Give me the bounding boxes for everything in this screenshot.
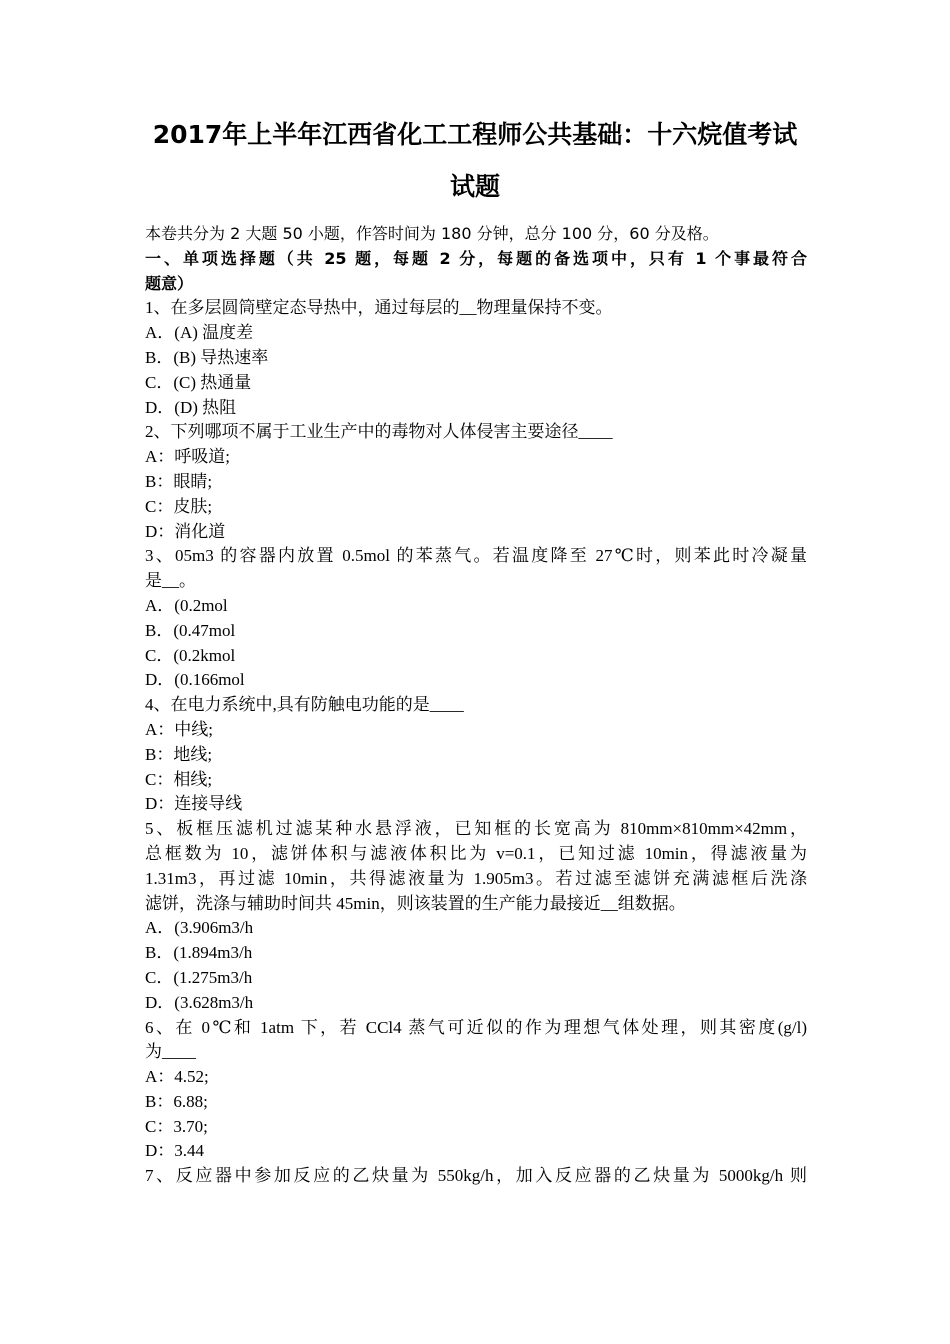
question-4-option-d: D：连接导线: [145, 794, 243, 814]
question-5-stem-cont-1: 总框数为 10，滤饼体积与滤液体积比为 v=0.1，已知过滤 10min，得滤液量为: [145, 843, 807, 863]
question-6-stem-cont: 为____: [145, 1042, 196, 1062]
question-5-stem-cont-2: 1.31m3，再过滤 10min，共得滤液量为 1.905m3。若过滤至滤饼充满滤框后洗涤: [145, 868, 807, 888]
question-1-option-c: C．(C) 热通量: [145, 372, 252, 392]
question-3-option-a: A．(0.2mol: [145, 595, 228, 615]
question-6-option-c: C：3.70;: [145, 1116, 208, 1136]
question-6-option-a: A：4.52;: [145, 1067, 209, 1087]
question-2-option-d: D：消化道: [145, 521, 226, 541]
question-1-option-b: B．(B) 导热速率: [145, 347, 269, 367]
document-body: [145, 222, 807, 1189]
question-4-option-c: C：相线;: [145, 769, 213, 789]
question-2-option-a: A：呼吸道;: [145, 447, 230, 467]
question-2-option-c: C：皮肤;: [145, 496, 213, 516]
question-5-option-b: B．(1.894m3/h: [145, 943, 253, 963]
question-3-option-d: D．(0.166mol: [145, 670, 245, 690]
question-7-stem: 7、反应器中参加反应的乙炔量为 550kg/h，加入反应器的乙炔量为 5000kg/h 则: [145, 1166, 807, 1186]
question-2-stem: 2、下列哪项不属于工业生产中的毒物对人体侵害主要途径____: [145, 422, 613, 442]
question-4-option-a: A：中线;: [145, 719, 213, 739]
question-5-option-d: D．(3.628m3/h: [145, 992, 254, 1012]
question-4-stem: 4、在电力系统中,具有防触电功能的是____: [145, 695, 464, 715]
document-title-line-1: 2017年上半年江西省化工工程师公共基础：十六烷值考试: [152, 120, 798, 149]
question-4-option-b: B：地线;: [145, 744, 213, 764]
question-5-stem: 5、板框压滤机过滤某种水悬浮液，已知框的长宽高为 810mm×810mm×42mm，: [145, 819, 807, 839]
question-3-stem: 3、05m3 的容器内放置 0.5mol 的苯蒸气。若温度降至 27℃时，则苯此时冷凝量: [145, 546, 807, 566]
question-3-stem-cont: 是__。: [145, 571, 196, 591]
exam-intro: 本卷共分为 2 大题 50 小题，作答时间为 180 分钟，总分 100 分，60 分及格。: [145, 224, 719, 243]
question-3-option-b: B．(0.47mol: [145, 620, 236, 640]
question-3-option-c: C．(0.2kmol: [145, 645, 236, 665]
section-heading: 一、单项选择题（共 25 题，每题 2 分，每题的备选项中，只有 1 个事最符合: [145, 248, 807, 268]
question-5-option-a: A．(3.906m3/h: [145, 918, 254, 938]
question-1-option-a: A．(A) 温度差: [145, 323, 254, 343]
question-5-stem-cont-3: 滤饼，洗涤与辅助时间共 45min，则该装置的生产能力最接近__组数据。: [145, 893, 686, 913]
question-2-option-b: B：眼睛;: [145, 471, 213, 491]
section-heading-cont: 题意）: [145, 273, 194, 293]
question-1-option-d: D．(D) 热阻: [145, 397, 237, 417]
question-6-option-d: D：3.44: [145, 1141, 205, 1161]
document-title-line-2: 试题: [449, 172, 500, 201]
question-1-stem: 1、在多层圆筒壁定态导热中，通过每层的__物理量保持不变。: [145, 298, 613, 318]
question-5-option-c: C．(1.275m3/h: [145, 967, 253, 987]
question-6-stem: 6、在 0℃和 1atm 下，若 CCl4 蒸气可近似的作为理想气体处理，则其密度(g/l): [145, 1017, 807, 1037]
question-6-option-b: B：6.88;: [145, 1091, 208, 1111]
